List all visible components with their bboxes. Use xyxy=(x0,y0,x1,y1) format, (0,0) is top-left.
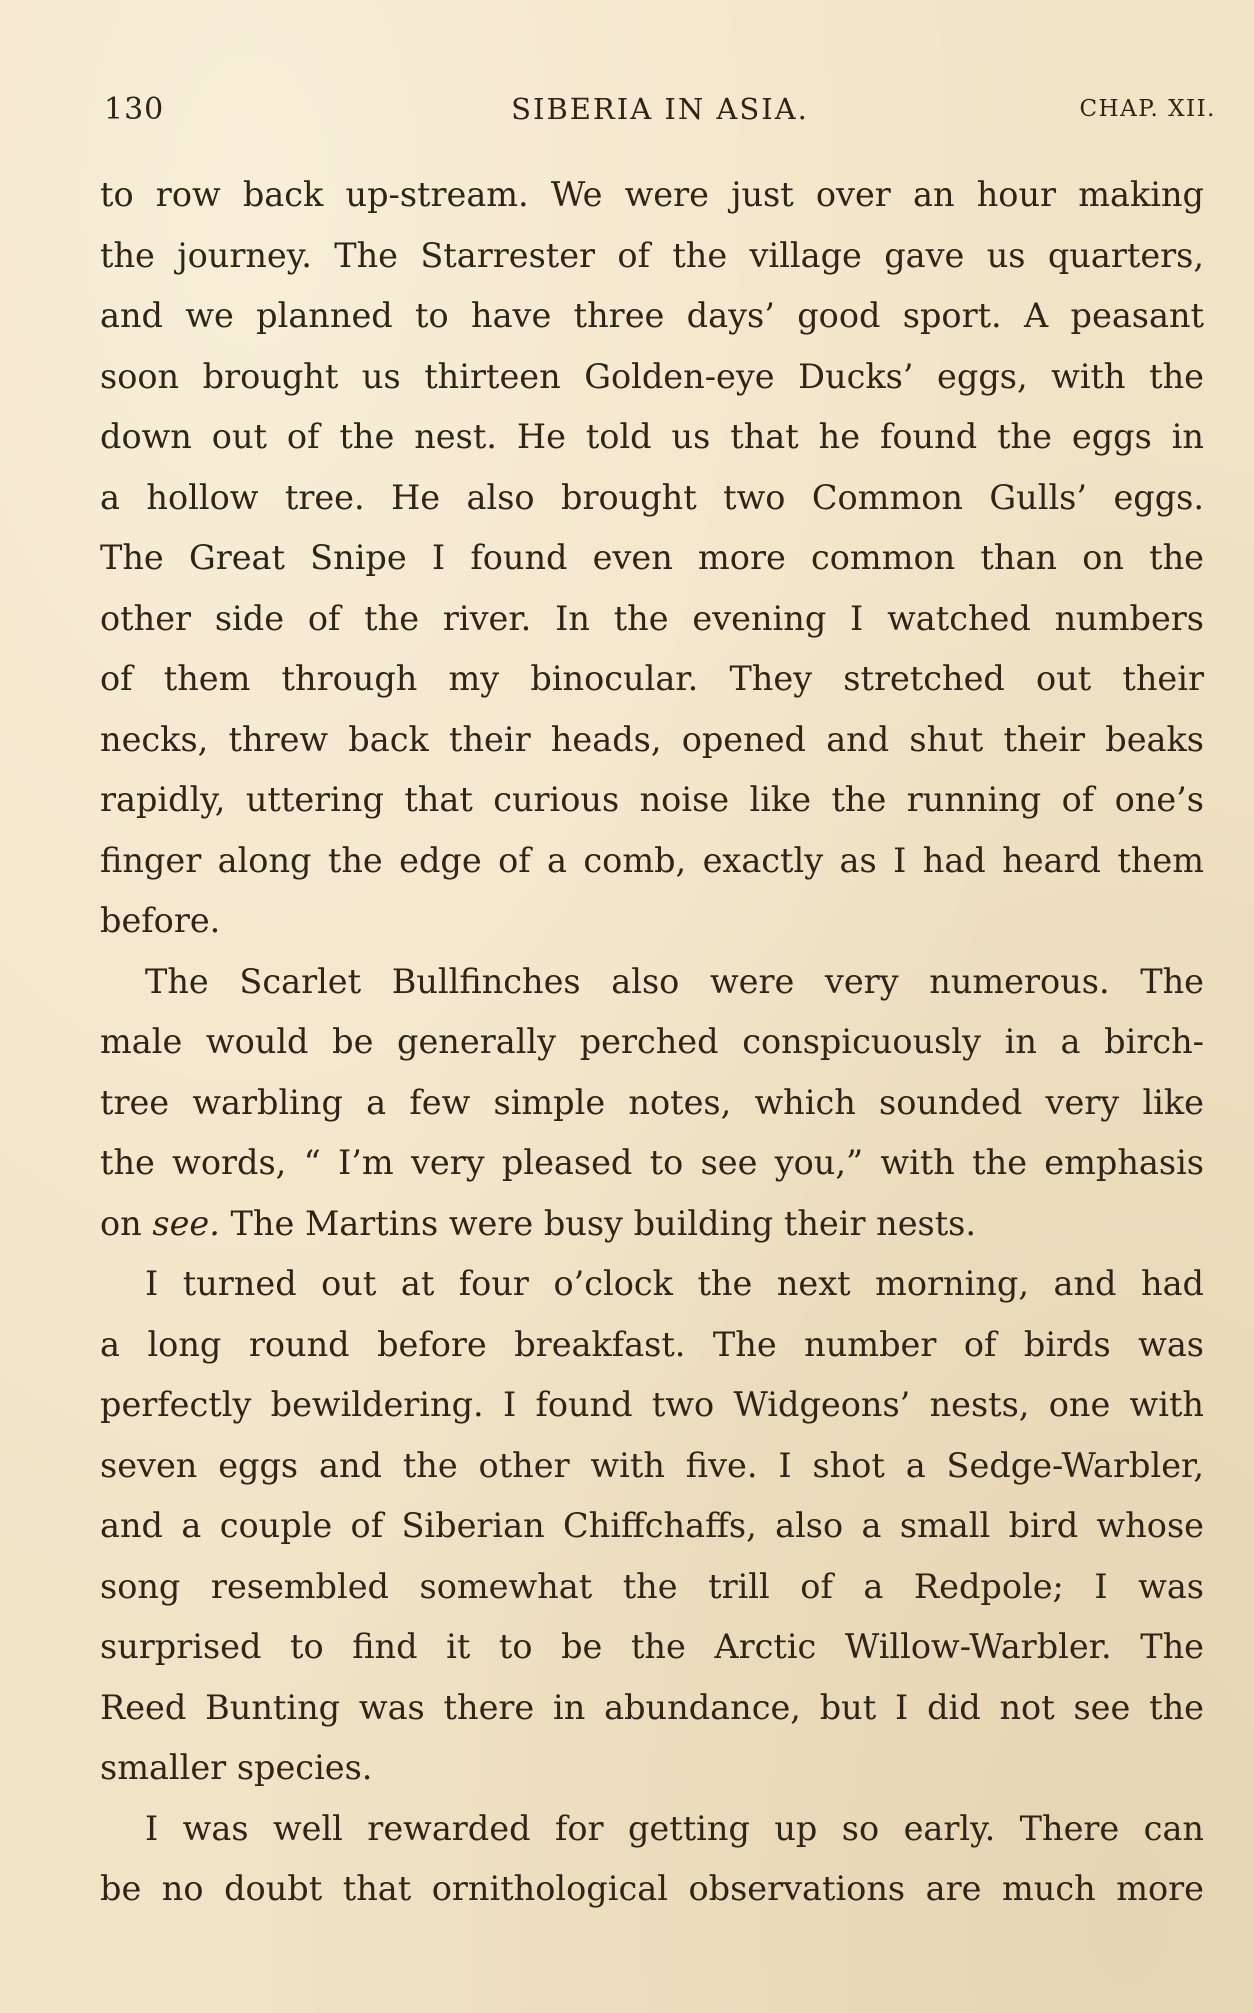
text-line: to row back up-stream. We were just over an hour making xyxy=(100,175,1204,214)
text-line: song resembled somewhat the trill of a Redpole; I was xyxy=(100,1566,1204,1606)
text-line-with-italic xyxy=(100,1194,1204,1255)
text-line: a hollow tree. He also brought two Common Gulls’ eggs. xyxy=(100,477,1204,517)
running-header xyxy=(104,92,1216,132)
text-line: The Great Snipe I found even more common than on the xyxy=(100,538,1204,577)
text-line: other side of the river. In the evening I watched numbers xyxy=(100,598,1204,638)
text-line: of them through my binocular. They stretched out their xyxy=(100,659,1204,698)
text-segment: on xyxy=(100,1203,153,1243)
text-line: the words, “ I’m very pleased to see you,” with the emphasis xyxy=(100,1143,1204,1182)
text-line: before. xyxy=(100,901,221,940)
text-line: soon brought us thirteen Golden-eye Ducks’ eggs, with the xyxy=(100,356,1204,396)
text-line: a long round before breakfast. The number of birds was xyxy=(100,1324,1204,1364)
text-line: the journey. The Starrester of the village gave us quarters, xyxy=(100,235,1204,275)
text-line: surprised to find it to be the Arctic Willow-Warbler. The xyxy=(100,1627,1204,1666)
running-title: SIBERIA IN ASIA. xyxy=(511,92,809,126)
text-line: finger along the edge of a comb, exactly as I had heard them xyxy=(100,840,1204,880)
text-line: necks, threw back their heads, opened and shut their beaks xyxy=(100,719,1204,759)
text-line: I turned out at four o’clock the next morning, and had xyxy=(145,1264,1204,1303)
text-line: and a couple of Siberian Chiffchaffs, also a small bird whose xyxy=(100,1506,1204,1545)
text-line: be no doubt that ornithological observations are much more xyxy=(100,1869,1204,1908)
text-line: seven eggs and the other with five. I shot a Sedge-Warbler, xyxy=(100,1445,1204,1485)
chapter-label: CHAP. XII. xyxy=(1079,96,1216,122)
text-line: and we planned to have three days’ good sport. A peasant xyxy=(100,296,1204,335)
text-line: The Scarlet Bullfinches also were very numerous. The xyxy=(145,961,1204,1001)
text-line: Reed Bunting was there in abundance, but I did not see the xyxy=(100,1687,1204,1727)
italic-word: see. xyxy=(152,1203,220,1243)
text-line: rapidly, uttering that curious noise like the running of one’s xyxy=(100,780,1204,819)
text-line: perfectly bewildering. I found two Widgeons’ nests, one with xyxy=(100,1385,1204,1424)
text-segment: The Martins were busy building their nests. xyxy=(219,1203,977,1243)
text-line: male would be generally perched conspicuously in a birch- xyxy=(100,1022,1204,1061)
text-line: I was well rewarded for getting up so early. There can xyxy=(145,1808,1204,1848)
text-line: down out of the nest. He told us that he found the eggs in xyxy=(100,417,1204,456)
text-line: tree warbling a few simple notes, which sounded very like xyxy=(100,1082,1204,1122)
text-line: smaller species. xyxy=(100,1748,373,1787)
page-number: 130 xyxy=(104,92,165,127)
body-text xyxy=(100,165,1204,1920)
